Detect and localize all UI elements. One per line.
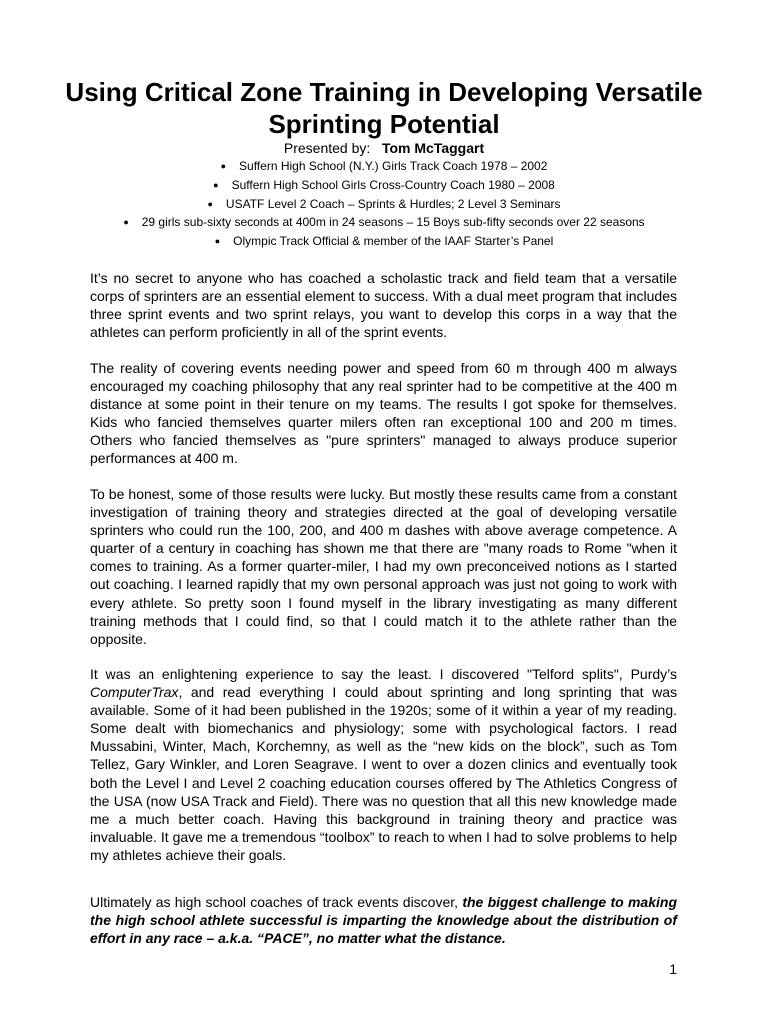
bullet-icon: ●	[207, 198, 213, 209]
emphasis-pace-statement: the biggest challenge to making the high school athlete successful is imparting the knowledge about the distribution of effort in any race – a.k.a. “PACE”, no matter what the distance.	[90, 894, 677, 947]
paragraph-research	[90, 665, 677, 864]
presented-by-label: Presented by:	[283, 140, 371, 156]
credential-item	[0, 232, 768, 251]
bullet-icon: ●	[123, 217, 129, 228]
paragraph-text-start: It was an enlightening experience to say the least. I discovered "Telford splits", Purdy’s	[90, 666, 677, 682]
bullet-icon: ●	[213, 179, 219, 190]
paragraph-text-start: Ultimately as high school coaches of track events discover,	[90, 894, 463, 910]
credential-item	[0, 213, 768, 232]
bullet-icon: ●	[214, 236, 221, 247]
credential-text: Suffern High School (N.Y.) Girls Track Coach 1978 – 2002	[239, 159, 548, 173]
credential-text: Olympic Track Official & member of the IAAF Starter’s Panel	[233, 234, 554, 249]
credential-text: 29 girls sub-sixty seconds at 400m in 24 seasons – 15 Boys sub-fifty seconds over 22 seasons	[141, 215, 645, 230]
presenter-name: Tom McTaggart	[381, 140, 485, 156]
credential-item	[0, 195, 768, 214]
credential-text: USATF Level 2 Coach – Sprints & Hurdles; 2 Level 3 Seminars	[225, 196, 561, 211]
paragraph-pace-challenge	[90, 893, 677, 947]
page-number: 1	[669, 961, 677, 977]
paragraph-intro: It’s no secret to anyone who has coached a scholastic track and field team that a versatile corps of sprinters are an essential element to success. With a dual meet program that includes three sprint events and two sprint relays, you want to develop this corps in a way that the athletes can perform proficiently in all of the sprint events.	[90, 270, 677, 341]
credential-item	[0, 176, 768, 195]
paragraph-text: To be honest, some of those results were lucky. But mostly these results came from a constant investigation of training theory and strategies directed at the goal of developing versatile sprinters who could run the 100, 200, and 400 m dashes with above average competence. A quarter of a century in coaching has shown me that there are "many roads to Rome "when it comes to training. As a former quarter-miler, I had my own preconceived notions as I started out coaching. I learned rapidly that my own personal approach was just not going to work with every athlete. So pretty soon I found myself in the library investigating as many different training methods that I could find, so that I could match it to the athlete rather than the opposite.	[90, 486, 677, 647]
paragraph-text-rest: , and read everything I could about sprinting and long sprinting that was available. Some of it had been published in the 1920s; some of it within a year of my reading. Some dealt with biomechanics and physiology; some with psychological factors. I read Mussabini, Winter, Mach, Korchemny, as well as the “new kids on the block”, such as Tom Tellez, Gary Winkler, and Loren Seagrave. I went to over a dozen clinics and eventually took both the Level I and Level 2 coaching education courses offered by The Athletics Congress of the USA (now USA Track and Field). There was no question that all this new knowledge made me a much better coach. Having this background in training theory and practice was invaluable. It gave me a tremendous “toolbox” to reach to when I had to solve problems to help my athletes achieve their goals.	[90, 684, 677, 863]
credential-item	[0, 157, 768, 176]
credentials-list	[0, 157, 768, 251]
paragraph-sprint-philosophy: The reality of covering events needing power and speed from 60 m through 400 m always encouraged my coaching philosophy that any real sprinter had to be competitive at the 400 m distance at some point in their tenure on my teams. The results I got spoke for themselves. Kids who fancied themselves quarter milers often ran exceptional 100 and 200 m times. Others who fancied themselves as "pure sprinters" managed to always produce superior performances at 400 m.	[90, 360, 677, 467]
presenter-line	[0, 139, 768, 157]
paragraph-training-investigation	[90, 485, 677, 648]
bullet-icon: ●	[220, 161, 227, 171]
document-title: Using Critical Zone Training in Developing Versatile Sprinting Potential	[65, 77, 703, 139]
credential-text: Suffern High School Girls Cross-Country Coach 1980 – 2008	[231, 177, 555, 192]
book-title-computertrax: ComputerTrax	[90, 684, 179, 701]
